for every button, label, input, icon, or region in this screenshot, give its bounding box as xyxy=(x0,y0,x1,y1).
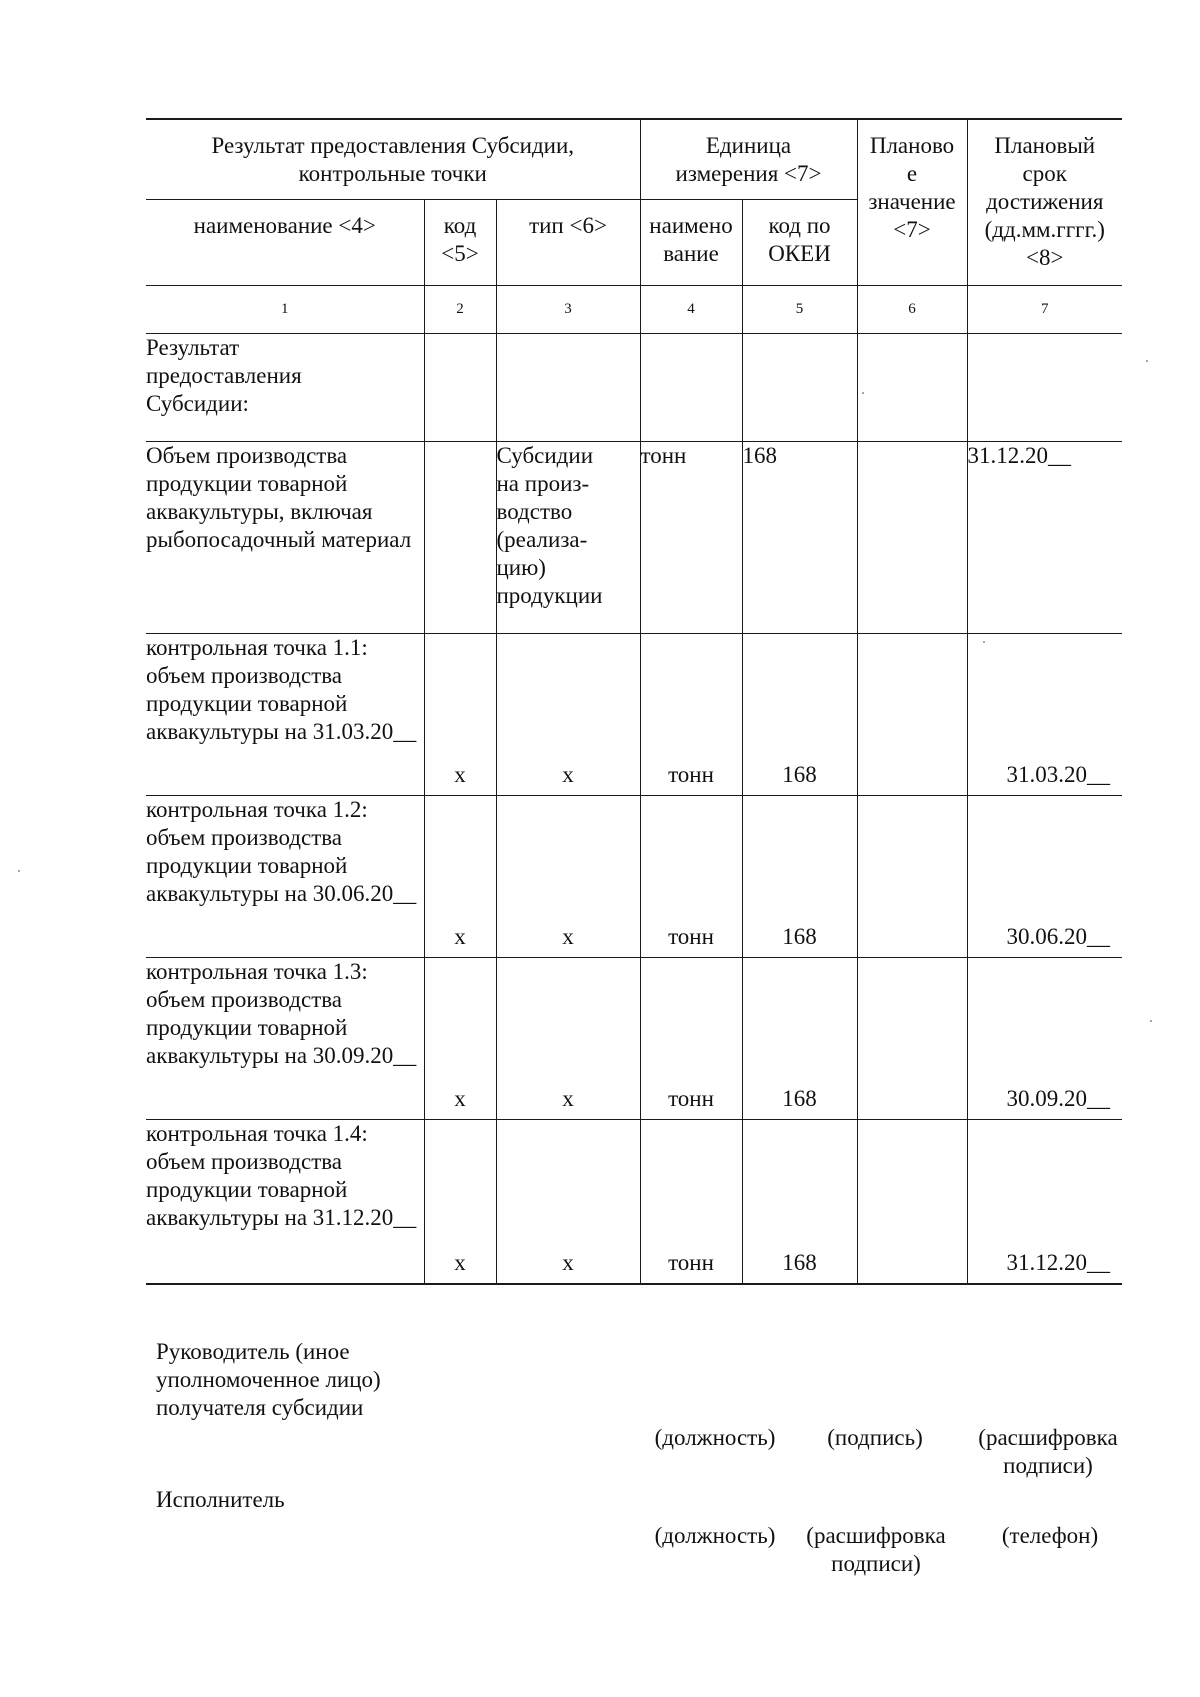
main-result-row xyxy=(146,441,1122,633)
subsidy-results-table xyxy=(146,118,1122,1285)
checkpoint-name: контрольная точка 1.3: объем производства продукции товарной аквакультуры на 30.09.20__ xyxy=(146,957,424,1119)
checkpoint-code: х xyxy=(424,957,496,1119)
result-deadline: 31.12.20__ xyxy=(967,441,1122,633)
checkpoint-okei: 168 xyxy=(742,633,857,795)
column-number: 2 xyxy=(424,285,496,333)
checkpoint-okei: 168 xyxy=(742,795,857,957)
checkpoint-name: контрольная точка 1.2: объем производства продукции товарной аквакультуры на 30.06.20__ xyxy=(146,795,424,957)
checkpoint-type: х xyxy=(496,1119,640,1284)
column-number: 7 xyxy=(967,285,1122,333)
executor-label: Исполнитель xyxy=(156,1487,285,1512)
empty-cell xyxy=(857,333,967,441)
result-name: Объем производства продукции товарной аквакультуры, включая рыбопосадочный материал xyxy=(146,441,424,633)
checkpoint-code: х xyxy=(424,633,496,795)
checkpoint-code: х xyxy=(424,795,496,957)
caption-signature: (подпись) xyxy=(827,1425,923,1450)
checkpoint-unit: тонн xyxy=(640,1119,742,1284)
checkpoint-deadline: 30.06.20__ xyxy=(967,795,1122,957)
header-okei-code: код по ОКЕИ xyxy=(742,199,857,285)
column-number: 1 xyxy=(146,285,424,333)
column-numbers-row xyxy=(146,285,1122,333)
caption-signature-decoding: (расшифровка подписи) xyxy=(806,1523,946,1576)
checkpoint-row xyxy=(146,1119,1122,1284)
caption-position: (должность) xyxy=(654,1425,776,1450)
checkpoint-row xyxy=(146,795,1122,957)
empty-cell xyxy=(640,333,742,441)
checkpoint-okei: 168 xyxy=(742,1119,857,1284)
header-code: код <5> xyxy=(424,199,496,285)
checkpoint-name: контрольная точка 1.1: объем производства продукции товарной аквакультуры на 31.03.20__ xyxy=(146,633,424,795)
head-signatory-label: Руководитель (иное уполномоченное лицо) получателя субсидии xyxy=(156,1339,381,1420)
caption-signature-decoding: (расшифровка подписи) xyxy=(978,1425,1118,1478)
scan-speck xyxy=(1150,1020,1152,1022)
checkpoint-type: х xyxy=(496,795,640,957)
checkpoint-row xyxy=(146,633,1122,795)
result-okei: 168 xyxy=(742,441,857,633)
checkpoint-planned-value xyxy=(857,957,967,1119)
empty-cell xyxy=(424,333,496,441)
scan-speck xyxy=(862,392,864,394)
column-number: 6 xyxy=(857,285,967,333)
scan-speck xyxy=(983,641,985,643)
empty-cell xyxy=(967,333,1122,441)
section-label-row xyxy=(146,333,1122,441)
checkpoint-type: х xyxy=(496,633,640,795)
checkpoint-okei: 168 xyxy=(742,957,857,1119)
result-unit: тонн xyxy=(640,441,742,633)
header-row-1 xyxy=(146,119,1122,199)
checkpoint-deadline: 30.09.20__ xyxy=(967,957,1122,1119)
checkpoint-planned-value xyxy=(857,633,967,795)
column-number: 3 xyxy=(496,285,640,333)
section-label: Результат предоставления Субсидии: xyxy=(146,333,424,441)
result-code xyxy=(424,441,496,633)
caption-phone: (телефон) xyxy=(1001,1523,1099,1548)
empty-cell xyxy=(742,333,857,441)
column-number: 5 xyxy=(742,285,857,333)
column-number: 4 xyxy=(640,285,742,333)
scan-speck xyxy=(18,870,20,872)
caption-position: (должность) xyxy=(654,1523,776,1548)
header-planned-value: Планово е значение <7> xyxy=(857,119,967,285)
result-type: Субсидии на произ- водство (реализа- цию) продукции xyxy=(496,441,640,633)
result-planned-value xyxy=(857,441,967,633)
checkpoint-planned-value xyxy=(857,1119,967,1284)
header-type: тип <6> xyxy=(496,199,640,285)
checkpoint-row xyxy=(146,957,1122,1119)
checkpoint-code: х xyxy=(424,1119,496,1284)
checkpoint-unit: тонн xyxy=(640,795,742,957)
header-unit-name: наимено вание xyxy=(640,199,742,285)
checkpoint-type: х xyxy=(496,957,640,1119)
checkpoint-planned-value xyxy=(857,795,967,957)
checkpoint-unit: тонн xyxy=(640,633,742,795)
scan-speck xyxy=(1146,360,1148,362)
checkpoint-deadline: 31.03.20__ xyxy=(967,633,1122,795)
header-name: наименование <4> xyxy=(146,199,424,285)
header-planned-term: Плановый срок достижения (дд.мм.гггг.) <8> xyxy=(967,119,1122,285)
empty-cell xyxy=(496,333,640,441)
header-unit-group: Единица измерения <7> xyxy=(640,119,857,199)
checkpoint-unit: тонн xyxy=(640,957,742,1119)
checkpoint-name: контрольная точка 1.4: объем производства продукции товарной аквакультуры на 31.12.20__ xyxy=(146,1119,424,1284)
header-result-group: Результат предоставления Субсидии, контрольные точки xyxy=(146,119,640,199)
checkpoint-deadline: 31.12.20__ xyxy=(967,1119,1122,1284)
